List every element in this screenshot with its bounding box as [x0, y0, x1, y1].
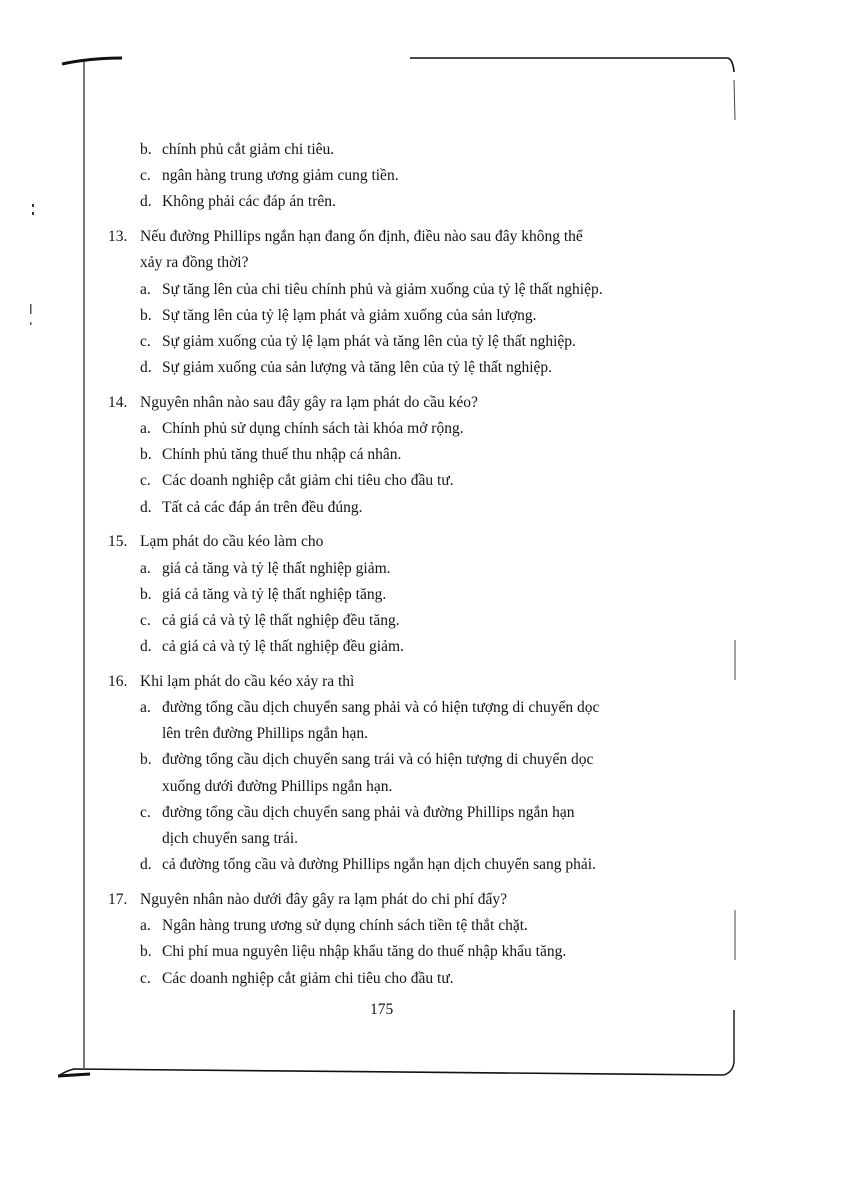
question-number: 13.: [108, 228, 128, 246]
option-text: Chính phủ sử dụng chính sách tài khóa mở rộng.: [162, 420, 464, 437]
option-letter: d.: [140, 638, 152, 656]
option-letter: d.: [140, 856, 152, 874]
option-text: giá cả tăng và tỷ lệ thất nghiệp giảm.: [162, 559, 391, 577]
option-text: Sự tăng lên của tỷ lệ lạm phát và giảm xuống của sản lượng.: [162, 306, 537, 324]
option-letter: b.: [140, 446, 152, 464]
question-number: 16.: [108, 672, 128, 690]
option-text: Tất cả các đáp án trên đều đúng.: [162, 498, 363, 516]
option-letter: c.: [140, 332, 151, 350]
option-text: Sự tăng lên của chi tiêu chính phủ và giảm xuống của tỷ lệ thất nghiệp.: [162, 280, 603, 298]
question-stem: Nguyên nhân nào dưới đây gây ra lạm phát do chi phí đẩy?: [140, 890, 507, 908]
option-text: đường tổng cầu dịch chuyển sang phải và có hiện tượng di chuyển dọc: [162, 699, 600, 716]
page-number: 175: [370, 1001, 394, 1018]
option-text: đường tổng cầu dịch chuyển sang phải và đường Phillips ngắn hạn: [162, 803, 575, 821]
option-text: Chi phí mua nguyên liệu nhập khẩu tăng do thuế nhập khẩu tăng.: [162, 943, 567, 961]
option-text: Ngân hàng trung ương sử dụng chính sách tiền tệ thắt chặt.: [162, 917, 528, 935]
option-letter: a.: [140, 699, 151, 716]
option-text: Sự giảm xuống của tỷ lệ lạm phát và tăng lên của tỷ lệ thất nghiệp.: [162, 332, 576, 350]
option-letter: c.: [140, 611, 151, 629]
option-text: dịch chuyển sang trái.: [162, 830, 299, 847]
question-stem: xảy ra đồng thời?: [140, 254, 249, 272]
option-text: lên trên đường Phillips ngắn hạn.: [162, 725, 369, 743]
option-text: ngân hàng trung ương giảm cung tiền.: [162, 167, 399, 185]
option-text: cả đường tổng cầu và đường Phillips ngắn hạn dịch chuyển sang phải.: [162, 856, 596, 874]
option-text: cả giá cả và tỷ lệ thất nghiệp đều giảm.: [162, 638, 404, 656]
option-text: đường tổng cầu dịch chuyển sang trái và có hiện tượng di chuyển dọc: [162, 751, 594, 769]
option-letter: a.: [140, 917, 151, 935]
option-text: Các doanh nghiệp cắt giảm chi tiêu cho đầu tư.: [162, 969, 454, 987]
option-letter: b.: [140, 751, 152, 769]
option-text: Sự giảm xuống của sản lượng và tăng lên của tỷ lệ thất nghiệp.: [162, 359, 553, 377]
question-stem: Lạm phát do cầu kéo làm cho: [140, 533, 324, 551]
option-letter: c.: [140, 472, 151, 490]
option-letter: b.: [140, 585, 152, 603]
option-text: Không phải các đáp án trên.: [162, 193, 336, 211]
question-stem: Khi lạm phát do cầu kéo xảy ra thì: [140, 672, 355, 690]
question-number: 14.: [108, 393, 128, 411]
option-letter: b.: [140, 306, 152, 324]
question-number: 17.: [108, 890, 128, 908]
option-text: Chính phủ tăng thuế thu nhập cá nhân.: [162, 446, 402, 464]
option-letter: a.: [140, 420, 151, 437]
option-letter: d.: [140, 359, 152, 377]
question-stem: Nguyên nhân nào sau đây gây ra lạm phát do cầu kéo?: [140, 393, 478, 411]
option-text: chính phủ cắt giảm chi tiêu.: [162, 141, 335, 158]
option-letter: b.: [140, 943, 152, 961]
option-letter: c.: [140, 167, 151, 185]
option-letter: a.: [140, 280, 151, 298]
option-letter: a.: [140, 559, 151, 577]
option-letter: d.: [140, 193, 152, 211]
question-number: 15.: [108, 533, 128, 551]
option-text: cả giá cả và tỷ lệ thất nghiệp đều tăng.: [162, 611, 400, 629]
question-stem: Nếu đường Phillips ngắn hạn đang ổn định, điều nào sau đây không thể: [140, 228, 583, 246]
option-text: xuống dưới đường Phillips ngắn hạn.: [162, 777, 393, 795]
option-letter: b.: [140, 141, 152, 158]
option-text: giá cả tăng và tỷ lệ thất nghiệp tăng.: [162, 585, 387, 603]
option-text: Các doanh nghiệp cắt giảm chi tiêu cho đầu tư.: [162, 472, 454, 490]
option-letter: c.: [140, 969, 151, 987]
option-letter: c.: [140, 803, 151, 821]
option-letter: d.: [140, 498, 152, 516]
